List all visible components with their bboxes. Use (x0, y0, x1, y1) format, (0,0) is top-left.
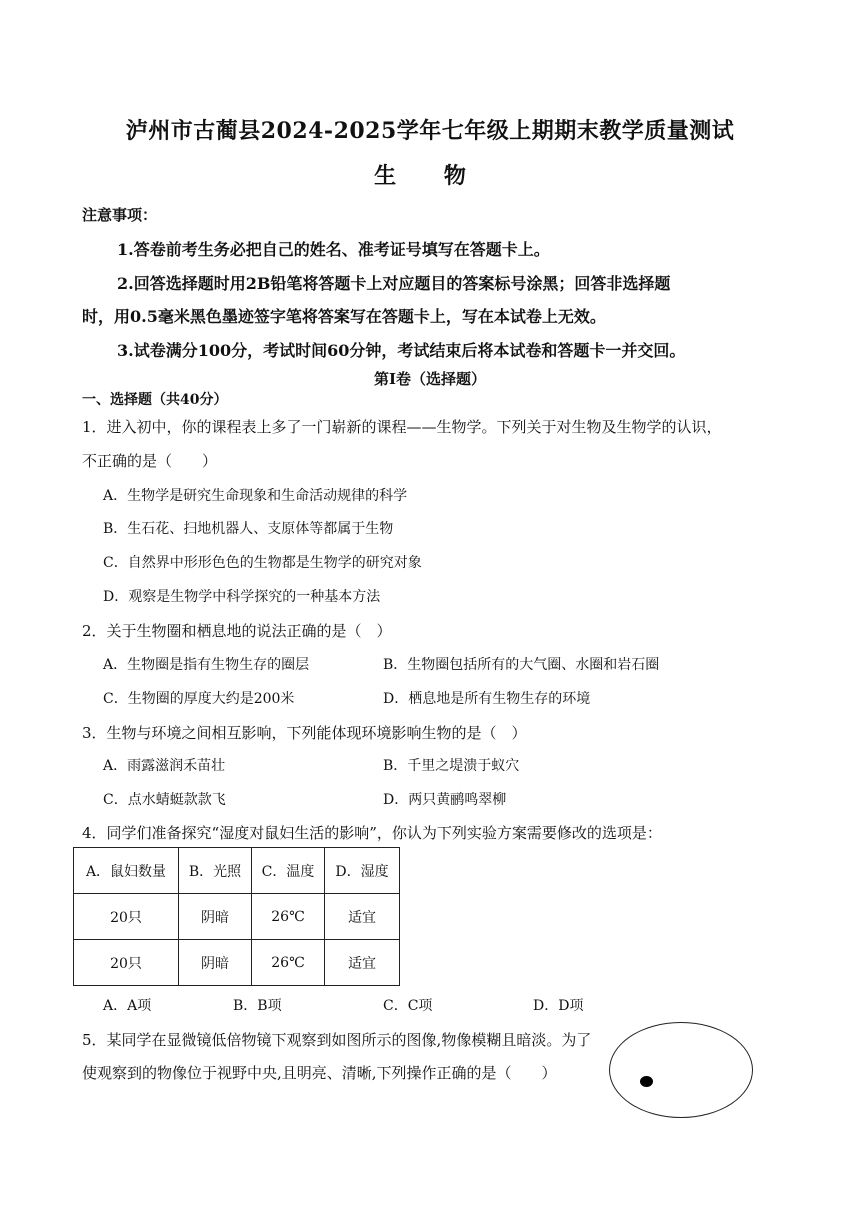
q4-option-b: B．B项 (233, 998, 282, 1014)
q4-option-c: C．C项 (383, 998, 433, 1014)
subject-title: 生 物 (374, 163, 486, 189)
q4-option-d: D．D项 (533, 998, 584, 1014)
table-row (74, 940, 400, 986)
q3-option-d: D．两只黄鹂鸣翠柳 (383, 792, 507, 808)
notice-item-2-cont: 时，用0.5毫米黑色墨迹签字笔将答案写在答题卡上，写在本试卷上无效。 (82, 307, 606, 326)
microscope-field-of-view (609, 1022, 753, 1118)
q1-stem: 1．进入初中，你的课程表上多了一门崭新的课程——生物学。下列关于对生物及生物学的认识， (82, 418, 722, 436)
notice-item-3: 3.试卷满分100分，考试时间60分钟，考试结束后将本试卷和答题卡一并交回。 (117, 341, 686, 360)
table-header-cell: A．鼠妇数量 (74, 848, 179, 894)
q3-option-c: C．点水蜻蜓款款飞 (103, 792, 226, 808)
table-header-row (74, 848, 400, 894)
q3-option-a: A．雨露滋润禾苗壮 (103, 758, 226, 774)
notice-item-2: 2.回答选择题时用2B铅笔将答题卡上对应题目的答案标号涂黑；回答非选择题 (117, 274, 671, 293)
experiment-table (73, 847, 400, 986)
part-title: 第Ⅰ卷（选择题） (373, 370, 487, 388)
table-header-cell: D．湿度 (325, 848, 400, 894)
q1-option-c: C．自然界中形形色色的生物都是生物学的研究对象 (103, 555, 422, 571)
q2-option-a: A．生物圈是指有生物生存的圈层 (103, 657, 310, 673)
q5-stem: 5．某同学在显微镜低倍物镜下观察到如图所示的图像,物像模糊且暗淡。为了 (82, 1031, 592, 1049)
q4-option-a: A．A项 (103, 998, 152, 1014)
q3-stem: 3．生物与环境之间相互影响，下列能体现环境影响生物的是（ ） (82, 724, 527, 742)
notice-heading: 注意事项： (82, 206, 158, 224)
table-cell: 26℃ (252, 894, 325, 940)
q3-option-b: B．千里之堤溃于蚁穴 (383, 758, 520, 774)
table-cell: 20只 (74, 894, 179, 940)
exam-title: 泸州市古蔺县2024-2025学年七年级上期期末教学质量测试 (125, 118, 735, 144)
q2-stem: 2．关于生物圈和栖息地的说法正确的是（ ） (82, 622, 392, 640)
q1-stem-cont: 不正确的是（ ） (82, 452, 218, 470)
q2-option-d: D．栖息地是所有生物生存的环境 (383, 691, 591, 707)
table-row (74, 894, 400, 940)
table-header-cell: C．温度 (252, 848, 325, 894)
table-cell: 20只 (74, 940, 179, 986)
notice-item-1: 1.答卷前考生务必把自己的姓名、准考证号填写在答题卡上。 (117, 240, 550, 259)
q2-option-b: B．生物圈包括所有的大气圈、水圈和岩石圈 (383, 657, 660, 673)
table-cell: 26℃ (252, 940, 325, 986)
q5-stem-cont: 使观察到的物像位于视野中央,且明亮、清晰,下列操作正确的是（ ） (82, 1064, 557, 1082)
q4-stem: 4．同学们准备探究“湿度对鼠妇生活的影响”，你认为下列实验方案需要修改的选项是： (82, 824, 662, 842)
specimen-dot (640, 1076, 653, 1087)
table-cell: 阴暗 (179, 940, 252, 986)
table-cell: 阴暗 (179, 894, 252, 940)
q1-option-a: A．生物学是研究生命现象和生命活动规律的科学 (103, 488, 408, 504)
table-cell: 适宜 (325, 894, 400, 940)
q1-option-d: D．观察是生物学中科学探究的一种基本方法 (103, 589, 381, 605)
section-title: 一、选择题（共40分） (82, 392, 228, 408)
q2-option-c: C．生物圈的厚度大约是200米 (103, 691, 295, 707)
q1-option-b: B．生石花、扫地机器人、支原体等都属于生物 (103, 521, 394, 537)
table-cell: 适宜 (325, 940, 400, 986)
table-header-cell: B．光照 (179, 848, 252, 894)
